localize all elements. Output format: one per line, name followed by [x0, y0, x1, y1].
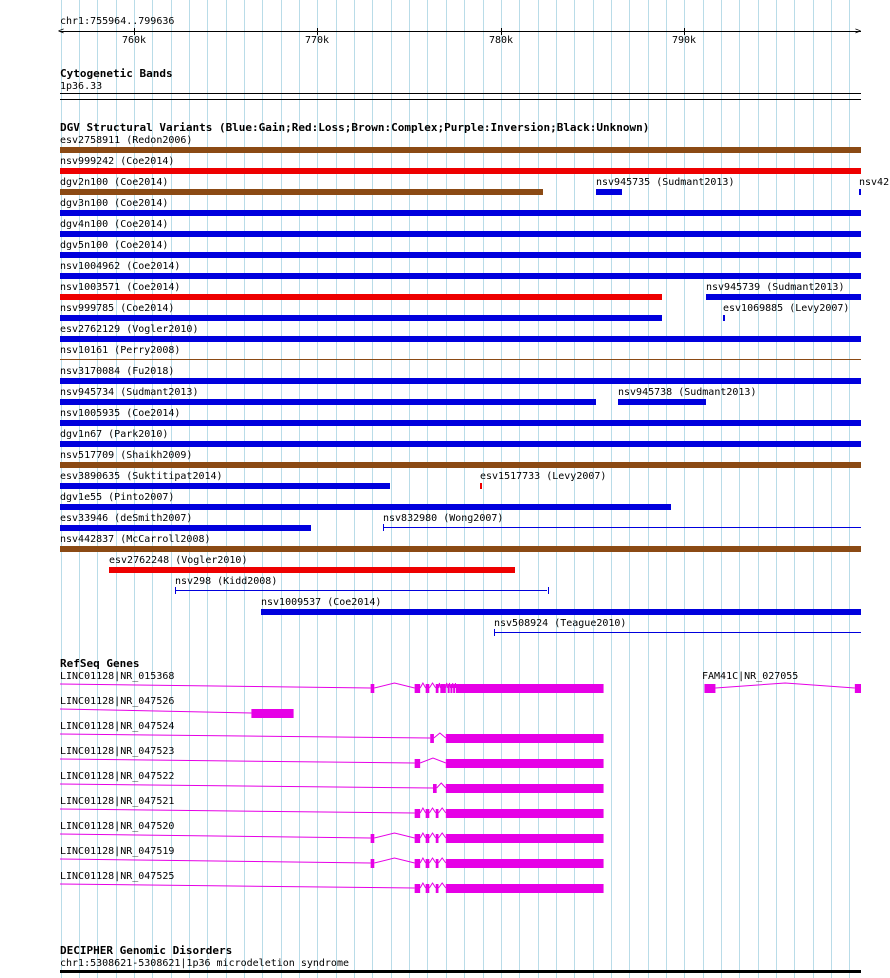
- gene-label[interactable]: LINC01128|NR_047522: [60, 771, 175, 782]
- dgv-variant-label[interactable]: dgv1e55 (Pinto2007): [60, 492, 175, 503]
- decipher-item-bar[interactable]: [60, 970, 861, 973]
- dgv-variant-label[interactable]: dgv1n67 (Park2010): [60, 429, 169, 440]
- gene-exon[interactable]: [446, 859, 604, 868]
- gene-exon[interactable]: [251, 709, 293, 718]
- gene-exon[interactable]: [456, 684, 604, 693]
- dgv-variant-label[interactable]: dgv2n100 (Coe2014): [60, 177, 169, 188]
- dgv-variant-label[interactable]: nsv999785 (Coe2014): [60, 303, 175, 314]
- gene-exon[interactable]: [855, 684, 861, 693]
- ruler-tick-label: 770k: [305, 35, 330, 46]
- dgv-variant-label[interactable]: nsv517709 (Shaikh2009): [60, 450, 193, 461]
- ruler-position-label: chr1:755964..799636: [60, 16, 175, 27]
- ruler-left-arrow: <: [58, 26, 65, 37]
- gene-exon[interactable]: [430, 734, 434, 743]
- gene-label[interactable]: LINC01128|NR_047525: [60, 871, 175, 882]
- gene-intron-line: [60, 759, 415, 763]
- gene-exon[interactable]: [440, 684, 446, 693]
- gene-label[interactable]: LINC01128|NR_047526: [60, 696, 175, 707]
- dgv-variant-label[interactable]: dgv4n100 (Coe2014): [60, 219, 169, 230]
- gene-intron-line: [420, 858, 426, 863]
- gene-intron-line: [429, 833, 435, 838]
- ruler-tick-label: 790k: [672, 35, 697, 46]
- gene-exon[interactable]: [436, 809, 439, 818]
- dgv-variant-label[interactable]: nsv945734 (Sudmant2013): [60, 387, 199, 398]
- gene-intron-line: [438, 808, 445, 813]
- gene-intron-line: [60, 709, 251, 713]
- gene-intron-line: [420, 683, 426, 688]
- gene-label[interactable]: LINC01128|NR_015368: [60, 671, 175, 682]
- gene-exon[interactable]: [371, 859, 375, 868]
- gene-intron-line: [429, 683, 435, 688]
- cytoband-track-title[interactable]: Cytogenetic Bands: [60, 67, 173, 80]
- gene-exon[interactable]: [415, 859, 421, 868]
- dgv-variant-label[interactable]: nsv42: [859, 177, 890, 188]
- gene-intron-line: [60, 684, 371, 688]
- gene-exon[interactable]: [446, 784, 604, 793]
- gene-exon[interactable]: [371, 684, 375, 693]
- gene-intron-line: [429, 883, 435, 888]
- gene-intron-line: [438, 858, 445, 863]
- gene-label[interactable]: LINC01128|NR_047524: [60, 721, 175, 732]
- dgv-variant-label[interactable]: nsv1009537 (Coe2014): [261, 597, 382, 608]
- dgv-variant-label[interactable]: nsv1003571 (Coe2014): [60, 282, 181, 293]
- decipher-track-title[interactable]: DECIPHER Genomic Disorders: [60, 944, 233, 957]
- dgv-variant-label[interactable]: dgv5n100 (Coe2014): [60, 240, 169, 251]
- decipher-item-label[interactable]: chr1:5308621-5308621|1p36 microdeletion syndrome: [60, 958, 349, 969]
- gene-intron-line: [374, 833, 414, 838]
- gene-intron-line: [429, 808, 435, 813]
- gene-intron-line: [374, 858, 414, 863]
- cytoband-label: 1p36.33: [60, 81, 103, 92]
- ruler-right-arrow: >: [855, 26, 862, 37]
- gene-exon[interactable]: [426, 834, 430, 843]
- gene-intron-line: [434, 733, 446, 738]
- dgv-variant-label[interactable]: nsv945735 (Sudmant2013): [596, 177, 735, 188]
- gene-intron-line: [60, 734, 430, 738]
- gene-exon[interactable]: [433, 784, 437, 793]
- gene-exon[interactable]: [446, 884, 604, 893]
- gene-exon[interactable]: [446, 834, 604, 843]
- gene-label[interactable]: FAM41C|NR_027055: [702, 671, 799, 682]
- refseq-track-title[interactable]: RefSeq Genes: [60, 657, 140, 670]
- gene-exon[interactable]: [371, 834, 375, 843]
- gene-exon[interactable]: [446, 734, 604, 743]
- gene-intron-line: [374, 683, 414, 688]
- dgv-variant-label[interactable]: nsv945739 (Sudmant2013): [706, 282, 845, 293]
- dgv-variant-label[interactable]: nsv945738 (Sudmant2013): [618, 387, 757, 398]
- gene-intron-line: [455, 683, 456, 688]
- ruler-tick-label: 780k: [489, 35, 514, 46]
- dgv-variant-label[interactable]: esv2758911 (Redon2006): [60, 135, 193, 146]
- gene-label[interactable]: LINC01128|NR_047521: [60, 796, 175, 807]
- dgv-track-title[interactable]: DGV Structural Variants (Blue:Gain;Red:Loss;Brown:Complex;Purple:Inversion;Black:Unknown): [60, 121, 650, 134]
- gene-exon[interactable]: [436, 884, 439, 893]
- gene-intron-line: [438, 883, 445, 888]
- dgv-variant-label[interactable]: esv33946 (deSmith2007): [60, 513, 193, 524]
- dgv-variant-label[interactable]: nsv1005935 (Coe2014): [60, 408, 181, 419]
- gene-intron-line: [438, 833, 445, 838]
- gene-intron-line: [60, 809, 415, 813]
- gene-intron-line: [437, 783, 446, 788]
- gene-exon[interactable]: [436, 834, 439, 843]
- dgv-variant-label[interactable]: nsv1004962 (Coe2014): [60, 261, 181, 272]
- gene-intron-line: [60, 834, 371, 838]
- gene-label[interactable]: LINC01128|NR_047520: [60, 821, 175, 832]
- gene-intron-line: [60, 884, 415, 888]
- gene-label[interactable]: LINC01128|NR_047519: [60, 846, 175, 857]
- gene-intron-line: [438, 683, 440, 688]
- gene-exon[interactable]: [446, 759, 604, 768]
- gene-intron-line: [60, 784, 433, 788]
- gene-intron-line: [420, 808, 426, 813]
- gene-intron-line: [420, 758, 446, 763]
- gene-exon[interactable]: [426, 684, 430, 693]
- gene-exon[interactable]: [415, 684, 421, 693]
- gene-exon[interactable]: [426, 884, 430, 893]
- dgv-variant-label[interactable]: dgv3n100 (Coe2014): [60, 198, 169, 209]
- gene-exon[interactable]: [446, 809, 604, 818]
- dgv-variant-label[interactable]: esv3890635 (Suktitipat2014): [60, 471, 223, 482]
- gene-intron-line: [452, 683, 453, 688]
- gene-exon[interactable]: [436, 684, 439, 693]
- gene-intron-line: [60, 859, 371, 863]
- gene-exon[interactable]: [415, 759, 421, 768]
- dgv-variant-label[interactable]: nsv3170084 (Fu2018): [60, 366, 175, 377]
- gene-intron-line: [420, 883, 426, 888]
- gene-exon[interactable]: [426, 859, 430, 868]
- dgv-variant-label[interactable]: nsv508924 (Teague2010): [494, 618, 627, 629]
- gene-exon[interactable]: [415, 834, 421, 843]
- dgv-variant-label[interactable]: esv1517733 (Levy2007): [480, 471, 607, 482]
- gene-exon[interactable]: [415, 884, 421, 893]
- gene-intron-line: [715, 683, 854, 688]
- dgv-variant-label[interactable]: esv2762129 (Vogler2010): [60, 324, 199, 335]
- dgv-variant-label[interactable]: nsv832980 (Wong2007): [383, 513, 504, 524]
- gene-intron-line: [446, 683, 448, 688]
- gene-intron-line: [429, 858, 435, 863]
- ruler-tick-label: 760k: [122, 35, 147, 46]
- dgv-variant-label[interactable]: nsv999242 (Coe2014): [60, 156, 175, 167]
- dgv-variant-label[interactable]: nsv442837 (McCarroll2008): [60, 534, 211, 545]
- dgv-variant-label[interactable]: nsv298 (Kidd2008): [175, 576, 278, 587]
- dgv-variant-label[interactable]: nsv10161 (Perry2008): [60, 345, 181, 356]
- dgv-variant-label[interactable]: esv1069885 (Levy2007): [723, 303, 850, 314]
- gene-exon[interactable]: [704, 684, 715, 693]
- gene-exon[interactable]: [415, 809, 421, 818]
- gene-label[interactable]: LINC01128|NR_047523: [60, 746, 175, 757]
- gene-intron-line: [420, 833, 426, 838]
- gene-exon[interactable]: [436, 859, 439, 868]
- gene-exon[interactable]: [426, 809, 430, 818]
- dgv-variant-label[interactable]: esv2762248 (Vogler2010): [109, 555, 248, 566]
